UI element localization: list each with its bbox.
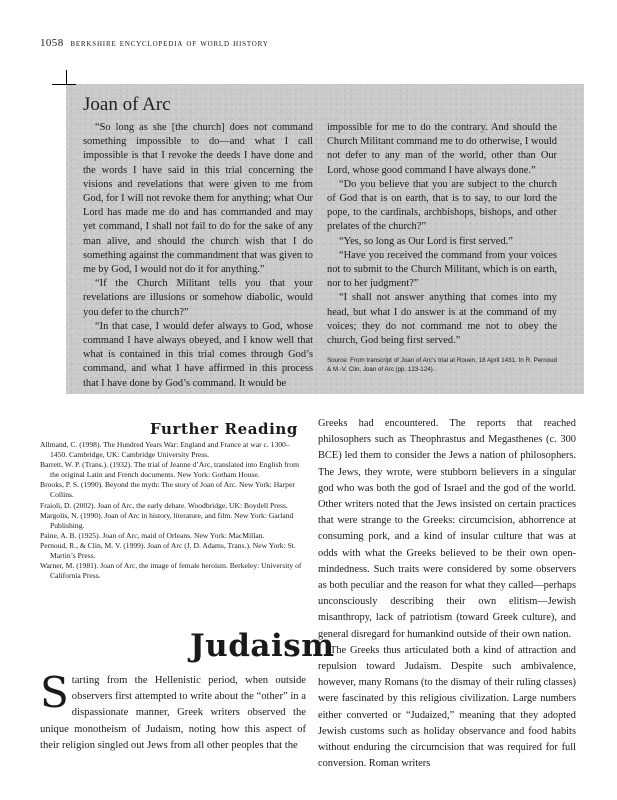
running-title: berkshire encyclopedia of world history (70, 38, 269, 49)
sidebar-paragraph: “I shall not answer anything that comes into my head, but what I do answer is at the command of my voices; they do not command me not to obey the church, God being first served.” (327, 292, 557, 347)
further-reading-list (40, 440, 304, 581)
body-paragraph: Greeks had encountered. The reports that reached philosophers such as Theophrastus and Megasthenes (c. 300 BCE) led them to consider the Jews a nation of philosophers. The Jews, they wrote, were stubborn believers in a singular god who was both the god of Israel and the god of the world. Other writers noted that the Jews insisted on certain practices that were strange to the Greeks: circumcision, abhorrence at consuming pork, and a kind of insular culture that was at odds with what the Greeks believed to be their own open-mindedness. Such traits were considered by some observers as both peculiar and the reason for what they called—perhaps unconsciously describing their own elitism—Jewish misanthropy, lack of patriotism (toward Greek culture), and general disregard for humankind outside of their own nation. (318, 418, 576, 640)
reference-entry: Margolis, N. (1990). Joan of Arc in history, literature, and film. New York: Garland Publishing. (40, 510, 294, 530)
reference-entry: Barrett, W. P. (Trans.). (1932). The trial of Jeanne d’Arc, translated into English from the original Latin and French documents. New York: Gotham House. (40, 460, 299, 480)
reference-entry: Paine, A. B. (1925). Joan of Arc, maid of Orleans. New York: MacMillan. (40, 530, 265, 540)
reference-entry: Allmand, C. (1998). The Hundred Years War: England and France at war c. 1300–1450. Cambridge, UK: Cambridge University Press. (40, 440, 290, 460)
further-reading-heading: Further Reading (150, 420, 299, 438)
sidebar-source: Source: From transcript of Joan of Arc’s trial at Rouen, 18 April 1431. In R. Pernoud & M.-V. Clin, Joan of Arc (pp. 123-124). (327, 357, 557, 374)
body-paragraph: The Greeks thus articulated both a kind of attraction and repulsion toward Judaism. Despite such ambivalence, however, many Romans (to the dismay of their ruling classes) were fascinated by this religious civilization. Large numbers either converted or “Judaized,” meaning that they adopted Jewish customs such as holiday observance and food habits without enduring the circumcision that was required for full conversion. Roman writers (318, 644, 576, 770)
sidebar-paragraph: “Have you received the command from your voices not to submit to the Church Militant, which is on earth, nor to her judgment?” (327, 249, 557, 290)
reference-entry: Pernoud, R., & Clin, M. V. (1999). Joan of Arc (J. D. Adams, Trans.). New York: St. Martin’s Press. (40, 540, 296, 561)
sidebar-paragraph: “If the Church Militant tells you that your revelations are illusions or somehow diabolic, would you defer to the church?” (83, 278, 313, 318)
sidebar-column-right (327, 121, 557, 374)
sidebar-paragraph: “So long as she [the church] does not command something impossible to do—and what I call impossible is that I revoke the deeds I have done and the words I have said in this trial concerning the visions and revelations that were given to me from God, for I will not revoke them for anything; what Our Lord has made me do and has commanded and may yet command, I shall not fail to do for the sake of any man alive, and should the church wish that I do something against the commandment that was given to me by God, I would not do it for anything.” (83, 122, 313, 276)
page-number: 1058 (40, 37, 64, 49)
reference-entry: Warner, M. (1981). Joan of Arc, the image of female heroism. Berkeley: University of California Press. (40, 561, 302, 581)
lead-text: tarting from the Hellenistic period, when outside observers first attempted to write about the “other” in a dispassionate manner, Greek writers observed the unique monotheism of Judaism, noting how this aspect of their religion singled out Jews from all other peoples that the (40, 675, 306, 751)
sidebar-title: Joan of Arc (83, 94, 171, 115)
reference-entry: Fraioli, D. (2002). Joan of Arc, the early debate. Woodbridge, UK: Boydell Press. (40, 500, 288, 510)
drop-cap: S (40, 668, 69, 717)
sidebar-column-left (83, 121, 313, 391)
sidebar-paragraph: “Do you believe that you are subject to the church of God that is on earth, that is to say, to our lord the pope, to the cardinals, archbishops, bishops, and other prelates of the church?” (327, 178, 557, 233)
reference-entry: Brooks, P. S. (1990). Beyond the myth: The story of Joan of Arc. New York: Harper Collins. (40, 480, 295, 500)
running-head (40, 37, 269, 49)
joan-of-arc-sidebar (66, 84, 584, 394)
sidebar-paragraph: “In that case, I would defer always to God, whose command I have always obeyed, and I know well that what is contained in this trial comes through God’s command, and what I have affirmed in this process that I have done by God’s command. It would be (83, 320, 313, 389)
sidebar-paragraph: “Yes, so long as Our Lord is first served.” (339, 235, 513, 247)
article-right-column (318, 416, 576, 772)
sidebar-rule-horizontal (52, 84, 76, 85)
article-lead-paragraph (40, 668, 306, 754)
article-title: Judaism (190, 628, 335, 664)
sidebar-paragraph: impossible for me to do the contrary. And should the Church Militant command me to do otherwise, I would not defer to any man of the world, other than Our Lord, whose good command I have always done.” (327, 122, 557, 176)
